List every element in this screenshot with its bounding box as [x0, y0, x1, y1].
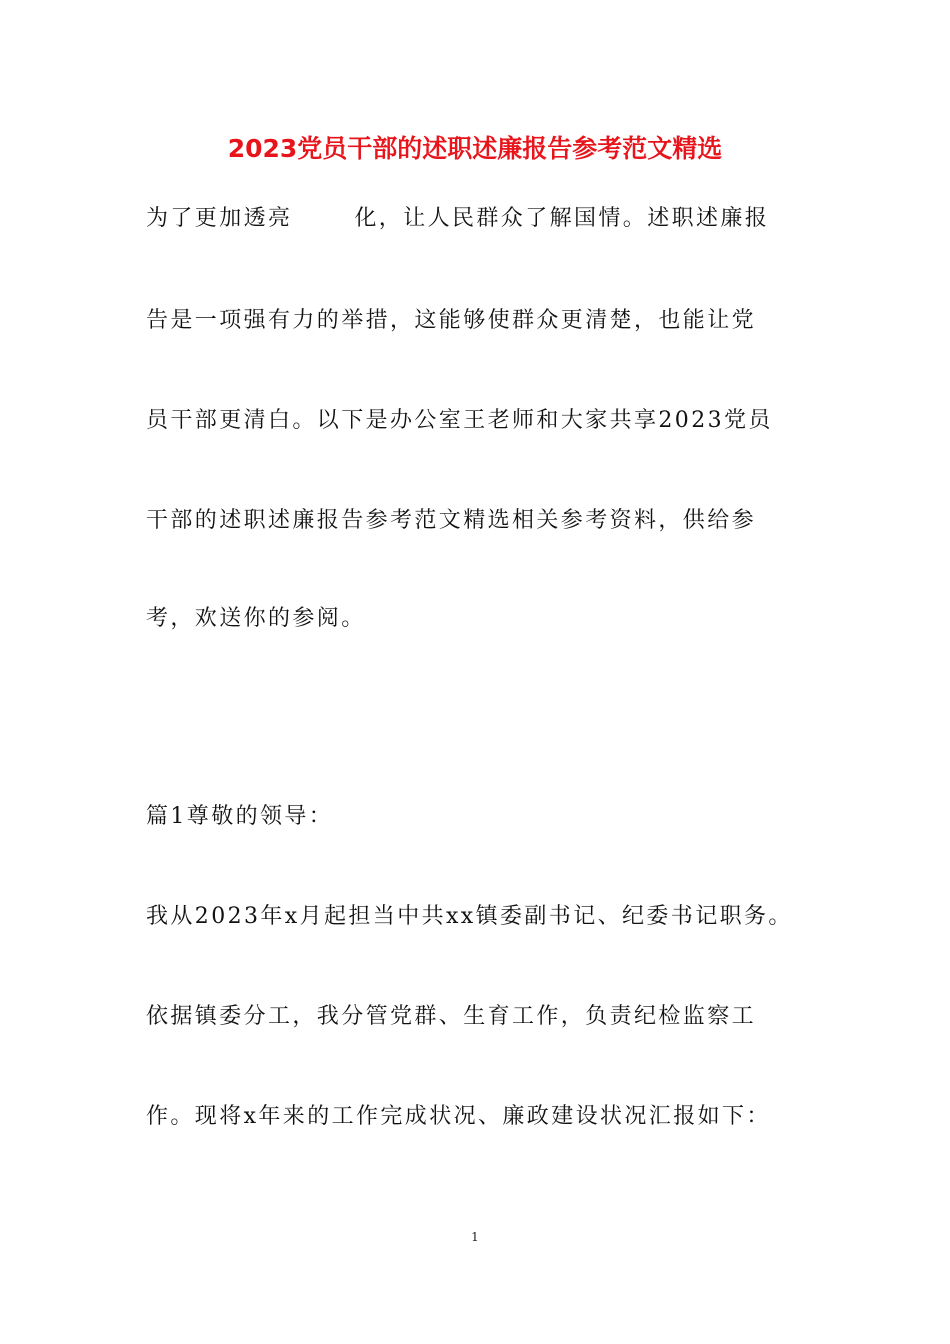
intro-line-1-start: 为了更加透亮: [146, 206, 293, 231]
body-line-3: 作。现将x年来的工作完成状况、廉政建设状况汇报如下：: [146, 1104, 771, 1129]
page-number: 1: [471, 1230, 479, 1244]
intro-line-3: 员干部更清白。以下是办公室王老师和大家共享2023党员: [146, 408, 773, 433]
intro-line-4: 干部的述职述廉报告参考范文精选相关参考资料，供给参: [146, 508, 757, 533]
intro-line-1: [146, 204, 769, 234]
intro-line-2: 告是一项强有力的举措，这能够使群众更清楚，也能让党: [146, 308, 757, 333]
section-heading: 篇1尊敬的领导：: [146, 804, 334, 829]
document-title: 2023党员干部的述职述廉报告参考范文精选: [227, 134, 723, 163]
body-line-1: 我从2023年x月起担当中共xx镇委副书记、纪委书记职务。: [146, 904, 793, 929]
body-line-2: 依据镇委分工，我分管党群、生育工作，负责纪检监察工: [146, 1004, 757, 1029]
intro-line-1-end: 化，让人民群众了解国情。述职述廉报: [354, 206, 770, 231]
intro-line-5: 考，欢送你的参阅。: [146, 606, 366, 631]
